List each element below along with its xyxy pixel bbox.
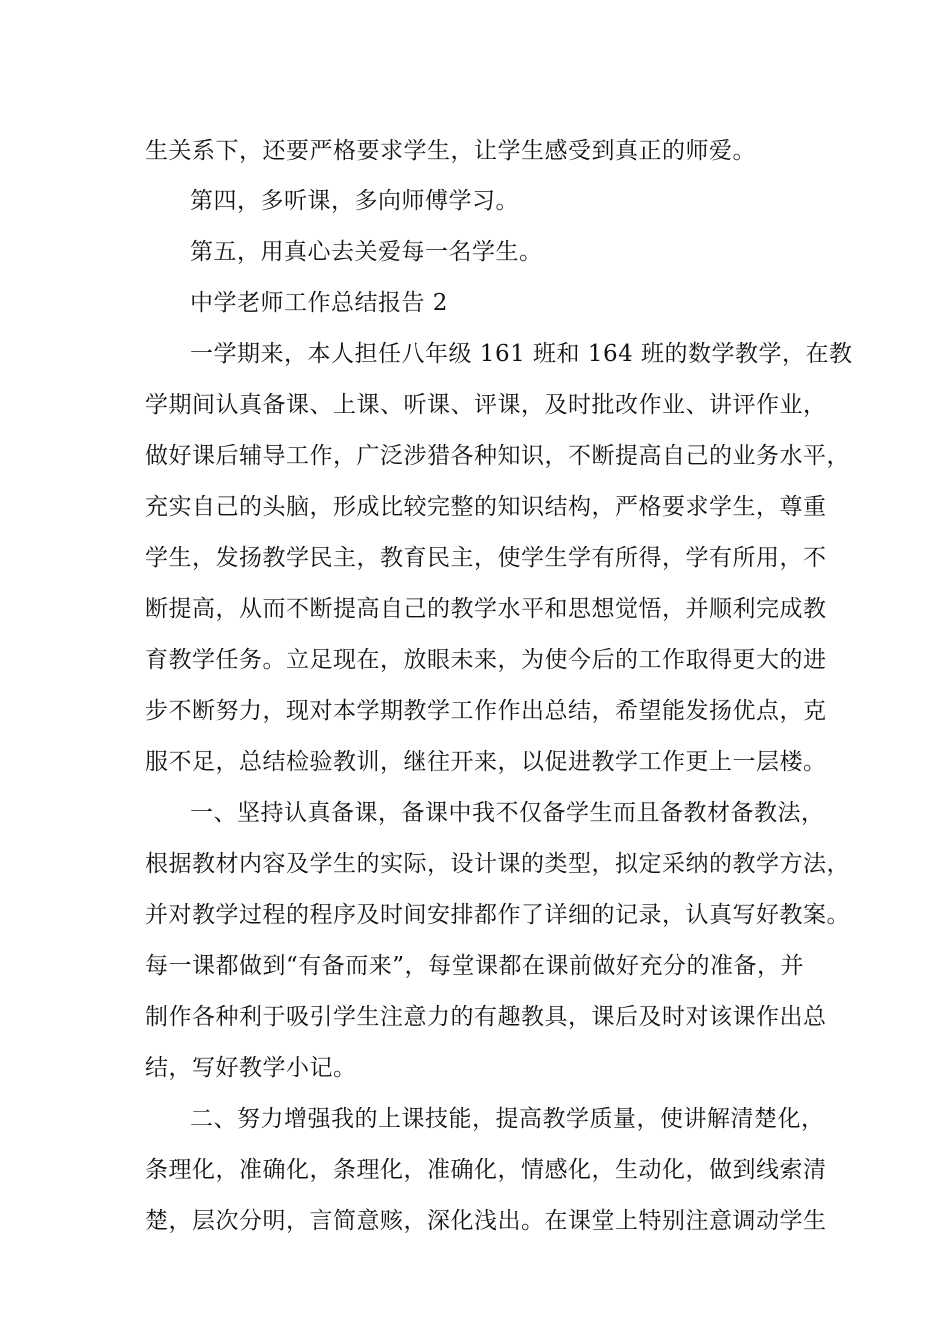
- section-heading: 中学老师工作总结报告 2: [190, 290, 448, 316]
- text-line: 服不足，总结检验教训，继往开来，以促进教学工作更上一层楼。: [145, 749, 827, 775]
- text-line: 育教学任务。立足现在，放眼未来，为使今后的工作取得更大的进: [145, 647, 827, 673]
- text-line: 一、坚持认真备课，备课中我不仅备学生而且备教材备教法，: [190, 800, 825, 826]
- text-line: 第五，用真心去关爱每一名学生。: [190, 239, 543, 265]
- text-line: 楚，层次分明，言简意赅，深化浅出。在课堂上特别注意调动学生: [145, 1208, 827, 1234]
- text-line: 充实自己的头脑，形成比较完整的知识结构，严格要求学生，尊重: [145, 494, 827, 520]
- text-line: 二、努力增强我的上课技能，提高教学质量，使讲解清楚化，: [190, 1106, 825, 1132]
- text-line: 学生，发扬教学民主，教育民主，使学生学有所得，学有所用，不: [145, 545, 827, 571]
- text-line: 条理化，准确化，条理化，准确化，情感化，生动化，做到线索清: [145, 1157, 827, 1183]
- text-line: 学期间认真备课、上课、听课、评课，及时批改作业、讲评作业，: [145, 392, 827, 418]
- text-line: 做好课后辅导工作，广泛涉猎各种知识，不断提高自己的业务水平，: [145, 443, 850, 469]
- text-line: 一学期来，本人担任八年级 161 班和 164 班的数学教学，在教: [190, 341, 853, 367]
- text-line: 结，写好教学小记。: [145, 1055, 357, 1081]
- text-line: 并对教学过程的程序及时间安排都作了详细的记录，认真写好教案。: [145, 902, 850, 928]
- text-line: 断提高，从而不断提高自己的教学水平和思想觉悟，并顺利完成教: [145, 596, 827, 622]
- text-line: 制作各种利于吸引学生注意力的有趣教具，课后及时对该课作出总: [145, 1004, 827, 1030]
- text-line: 第四，多听课，多向师傅学习。: [190, 188, 519, 214]
- text-line: 生关系下，还要严格要求学生，让学生感受到真正的师爱。: [145, 138, 756, 164]
- text-line: 每一课都做到“有备而来”，每堂课都在课前做好充分的准备，并: [145, 953, 805, 979]
- text-line: 根据教材内容及学生的实际，设计课的类型，拟定采纳的教学方法，: [145, 851, 850, 877]
- text-line: 步不断努力，现对本学期教学工作作出总结，希望能发扬优点，克: [145, 698, 827, 724]
